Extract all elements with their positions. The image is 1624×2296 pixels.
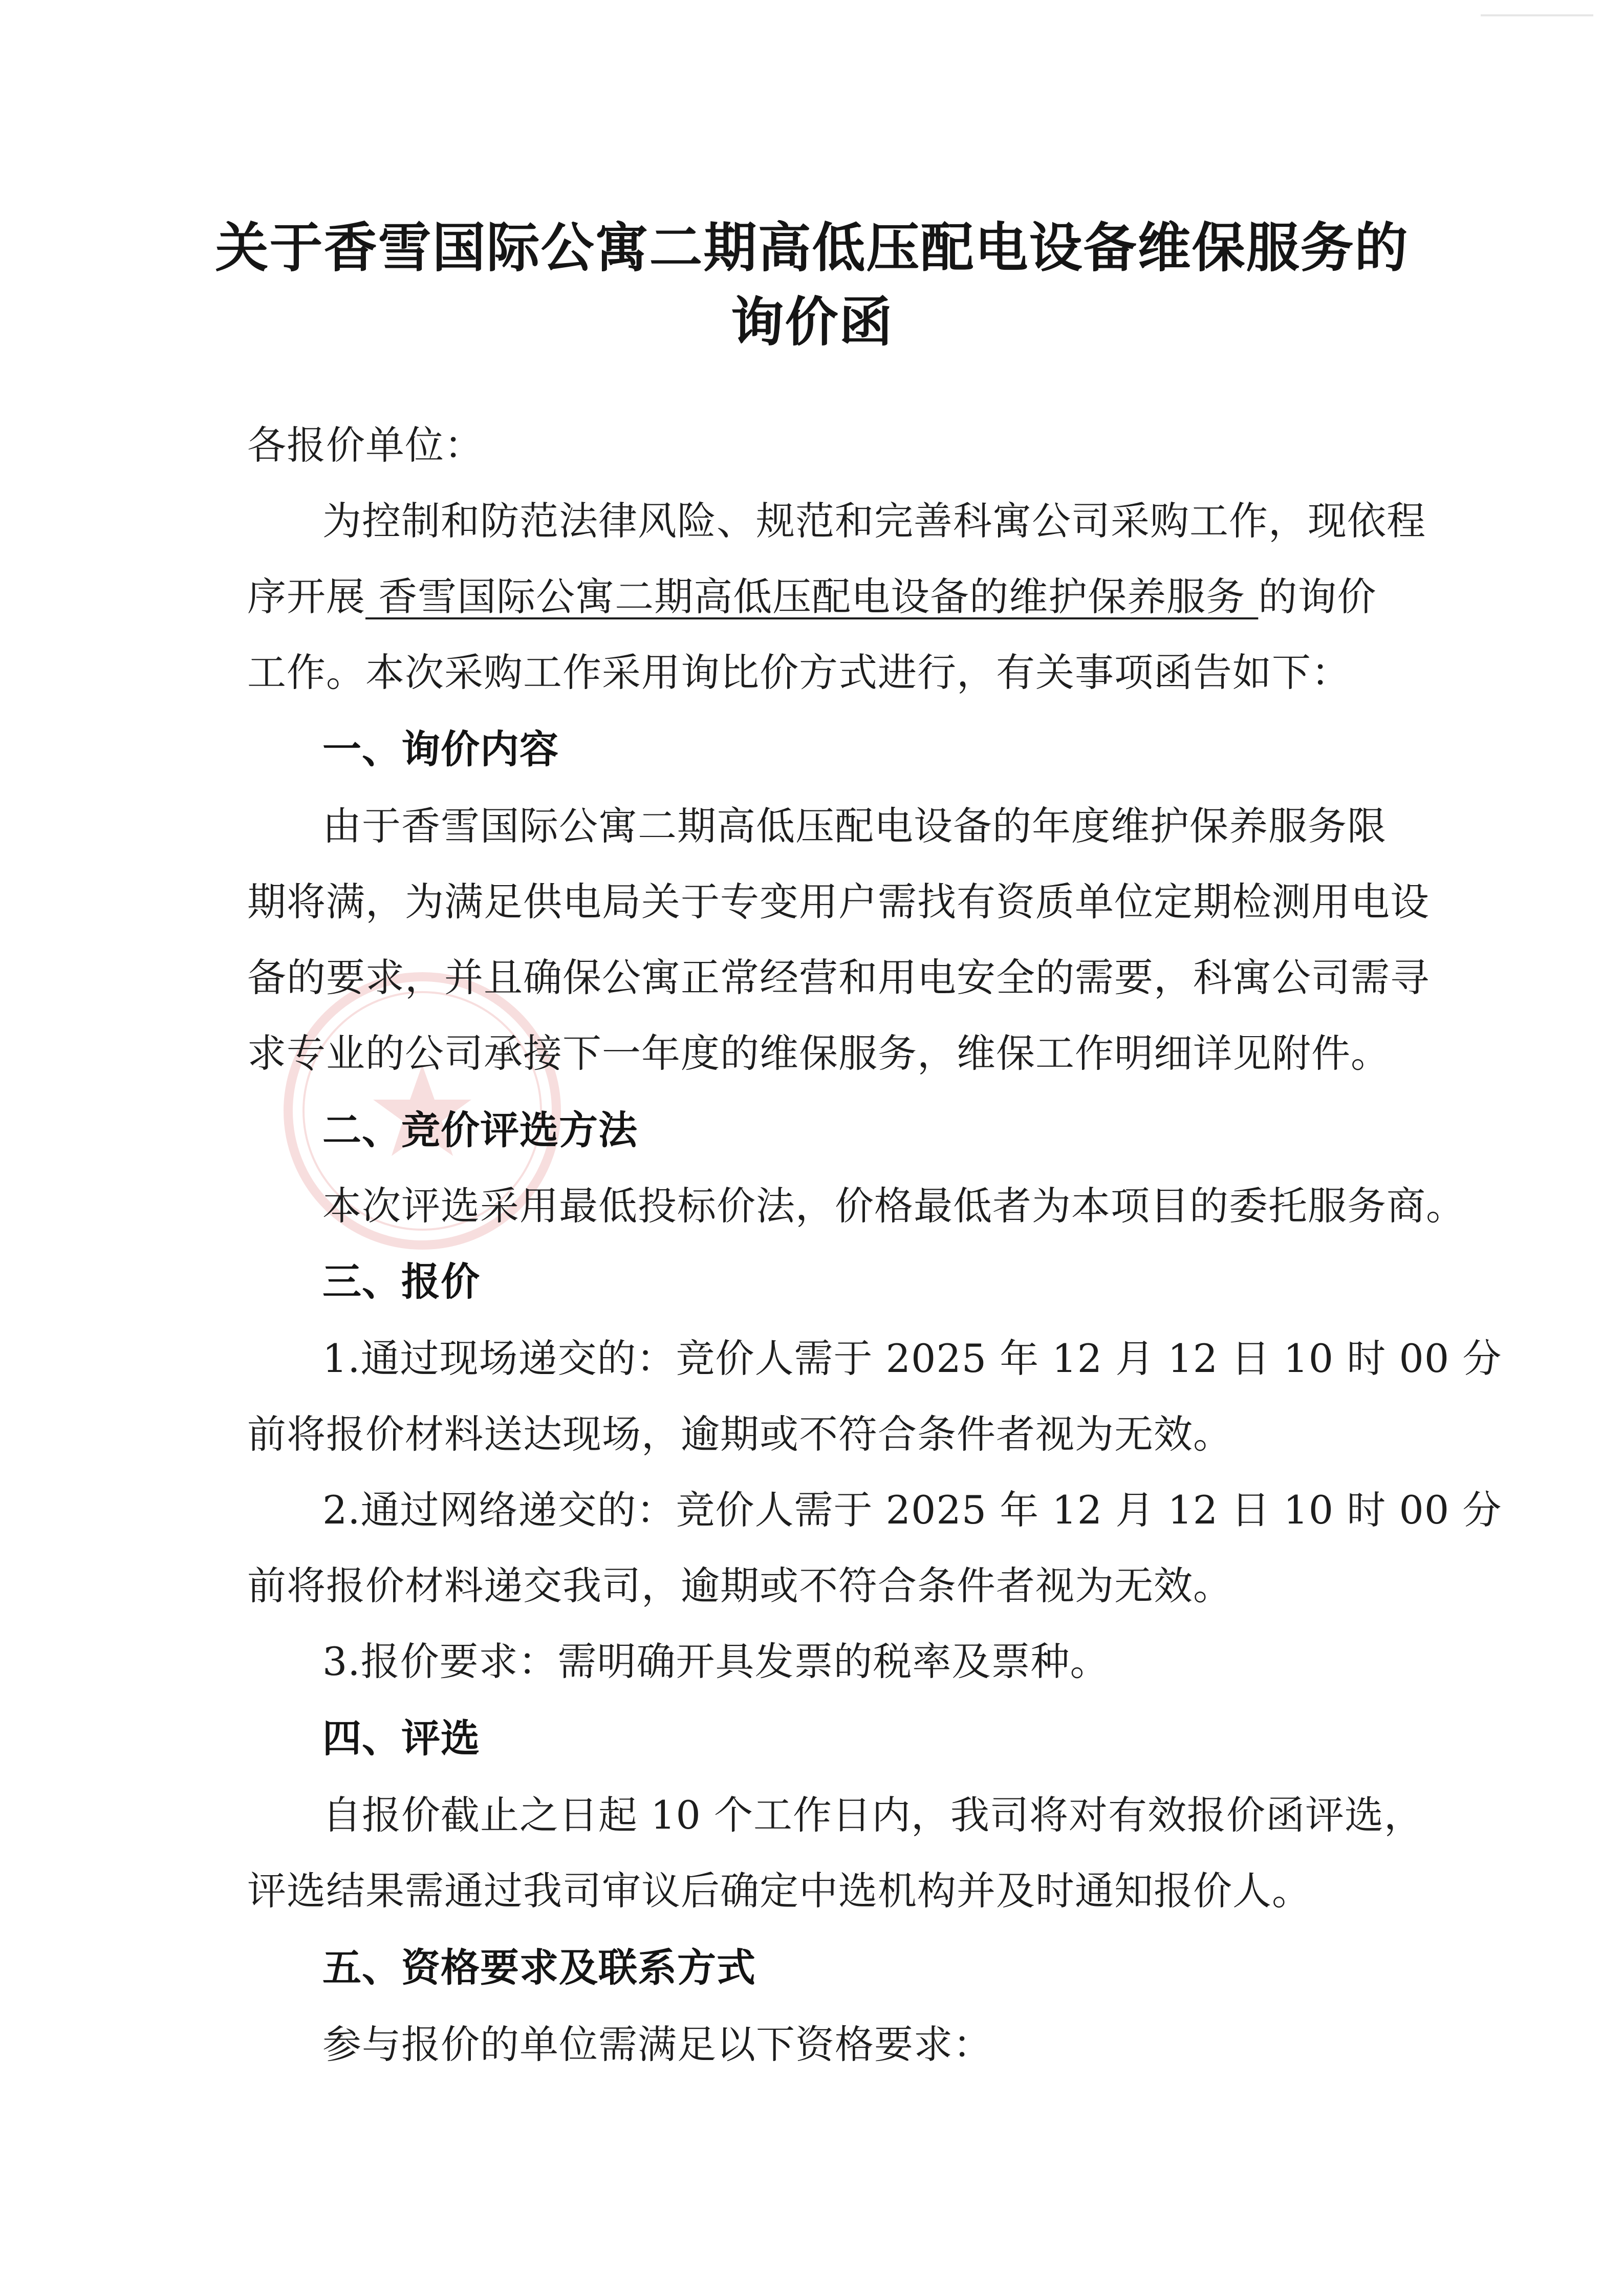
document-title-line-1: 关于香雪国际公寓二期高低压配电设备维保服务的 <box>215 217 1409 279</box>
section-1-line-1: 由于香雪国际公寓二期高低压配电设备的年度维护保养服务限 <box>322 803 1387 849</box>
intro-line-3: 工作。本次采购工作采用询比价方式进行，有关事项函告如下： <box>247 650 1351 695</box>
section-3-item-1-line-2: 前将报价材料送达现场，逾期或不符合条件者视为无效。 <box>247 1411 1232 1457</box>
intro-line-2-suffix: 的询价 <box>1258 574 1377 619</box>
section-5-heading: 五、资格要求及联系方式 <box>322 1945 756 1990</box>
section-1-heading: 一、询价内容 <box>322 726 559 772</box>
section-4-heading: 四、评选 <box>322 1715 480 1761</box>
intro-line-2 <box>247 571 1376 623</box>
intro-line-2-prefix: 序开展 <box>247 574 365 619</box>
section-2-line-1: 本次评选采用最低投标价法，价格最低者为本项目的委托服务商。 <box>322 1183 1465 1229</box>
section-1-line-3: 备的要求，并且确保公寓正常经营和用电安全的需要，科寓公司需寻 <box>247 955 1430 1000</box>
section-3-item-2-line-2: 前将报价材料递交我司，逾期或不符合条件者视为无效。 <box>247 1563 1232 1608</box>
section-5-line-1: 参与报价的单位需满足以下资格要求： <box>322 2022 992 2067</box>
section-4-line-1: 自报价截止之日起 10 个工作日内，我司将对有效报价函评选， <box>322 1792 1424 1838</box>
intro-line-1: 为控制和防范法律风险、规范和完善科寓公司采购工作，现依程 <box>322 498 1426 544</box>
project-name-underlined: 香雪国际公寓二期高低压配电设备的维护保养服务 <box>365 574 1259 619</box>
section-2-heading: 二、竞价评选方法 <box>322 1107 638 1153</box>
section-1-line-4: 求专业的公司承接下一年度的维保服务，维保工作明细详见附件。 <box>247 1031 1390 1076</box>
section-3-item-3: 3.报价要求：需明确开具发票的税率及票种。 <box>322 1639 1110 1684</box>
document-title-line-2: 询价函 <box>730 291 894 353</box>
section-4-line-2: 评选结果需通过我司审议后确定中选机构并及时通知报价人。 <box>247 1868 1311 1914</box>
section-3-item-1-line-1: 1.通过现场递交的：竞价人需于 2025 年 12 月 12 日 10 时 00 分 <box>322 1336 1502 1381</box>
scan-artifact <box>1481 14 1593 16</box>
section-3-heading: 三、报价 <box>322 1259 480 1304</box>
section-3-item-2-line-1: 2.通过网络递交的：竞价人需于 2025 年 12 月 12 日 10 时 00 分 <box>322 1487 1502 1533</box>
salutation: 各报价单位： <box>247 422 484 468</box>
section-1-line-2: 期将满，为满足供电局关于专变用户需找有资质单位定期检测用电设 <box>247 879 1430 925</box>
